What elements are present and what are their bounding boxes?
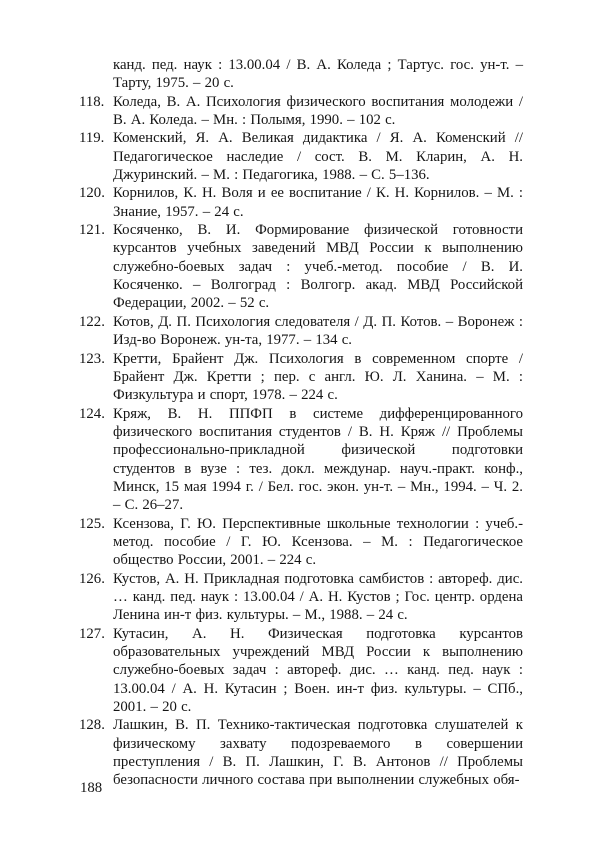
entry-text: Коледа, В. А. Психология физического воспитания молодежи / В. А. Коледа. – Мн. : Полымя, 1990. – 102 с. <box>113 93 523 129</box>
bibliography-entry <box>79 350 523 405</box>
bibliography-entry <box>79 221 523 313</box>
entry-text: Лашкин, В. П. Технико-тактическая подготовка слушателей к физическому захвату подозреваемого в совершении преступления / В. П. Лашкин, Г. В. Антонов // Проблемы безопасности личного состава при выполнении служебных обя- <box>113 717 523 789</box>
bibliography-entry <box>79 405 523 515</box>
entry-number: 122. <box>79 313 105 330</box>
entry-number: 121. <box>79 222 105 239</box>
bibliography-entry <box>79 184 523 221</box>
bibliography-entry <box>79 313 523 350</box>
entry-number: 128. <box>79 717 105 734</box>
entry-text: Котов, Д. П. Психология следователя / Д. П. Котов. – Воронеж : Изд-во Воронеж. ун-та, 1977. – 134 с. <box>113 313 523 349</box>
entry-number: 127. <box>79 625 105 642</box>
bibliography-entry <box>79 625 523 717</box>
entry-number: 120. <box>79 185 105 202</box>
entry-text: Кустов, А. Н. Прикладная подготовка самбистов : автореф. дис. … канд. пед. наук : 13.00.04 / А. Н. Кустов ; Гос. центр. ордена Ленина ин-т физ. культуры. – М., 1988. – 24 с. <box>113 570 523 624</box>
entry-text: Ксензова, Г. Ю. Перспективные школьные технологии : учеб.-метод. пособие / Г. Ю. Ксензова. – М. : Педагогическое общество России, 2001. – 224 с. <box>113 515 523 569</box>
bibliography-entry <box>79 515 523 570</box>
page-number: 188 <box>80 780 103 796</box>
entry-number: 124. <box>79 405 105 422</box>
bibliography-entry <box>79 93 523 130</box>
entry-number: 118. <box>79 93 105 110</box>
entry-number: 126. <box>79 570 105 587</box>
bibliography-entry <box>79 570 523 625</box>
entry-number: 125. <box>79 515 105 532</box>
bibliography-entry <box>79 716 523 789</box>
entry-text: Кряж, В. Н. ППФП в системе дифференцированного физического воспитания студентов / В. Н. Кряж // Проблемы профессионально-прикладной физической подготовки студентов в вузе : тез. докл. междунар. науч.-практ. конф., Минск, 15 мая 1994 г. / Бел. гос. экон. ун-т. – Мн., 1994. – Ч. 2. – С. 26–27. <box>113 405 523 514</box>
entry-number: 123. <box>79 350 105 367</box>
bibliography-entry-continuation: канд. пед. наук : 13.00.04 / В. А. Коледа ; Тартус. гос. ун-т. – Тарту, 1975. – 20 с. <box>113 57 523 92</box>
bibliography-entries <box>79 93 523 790</box>
entry-text: Кутасин, А. Н. Физическая подготовка курсантов образовательных учреждений МВД России к выполнению служебно-боевых задач : автореф. дис. … канд. пед. наук : 13.00.04 / А. Н. Кутасин ; Воен. ин-т физ. культуры. – СПб., 2001. – 20 с. <box>113 625 523 716</box>
entry-text: Корнилов, К. Н. Воля и ее воспитание / К. Н. Корнилов. – М. : Знание, 1957. – 24 с. <box>113 185 523 220</box>
entry-number: 119. <box>79 130 105 147</box>
entry-text: Кретти, Брайент Дж. Психология в современном спорте / Брайент Дж. Кретти ; пер. с англ. Ю. Л. Ханина. – М. : Физкультура и спорт, 1978. – 224 с. <box>113 350 523 404</box>
entry-text: Косяченко, В. И. Формирование физической готовности курсантов учебных заведений МВД России к выполнению служебно-боевых задач : учеб.-метод. пособие / В. И. Косяченко. – Волгоград : Волгогр. акад. МВД Российской Федерации, 2002. – 52 с. <box>113 222 523 312</box>
entry-text: Коменский, Я. А. Великая дидактика / Я. А. Коменский // Педагогическое наследие / сост. В. М. Кларин, А. Н. Джуринский. – М. : Педагогика, 1988. – С. 5–136. <box>113 130 523 184</box>
bibliography-list <box>79 56 523 790</box>
bibliography-entry <box>79 129 523 184</box>
